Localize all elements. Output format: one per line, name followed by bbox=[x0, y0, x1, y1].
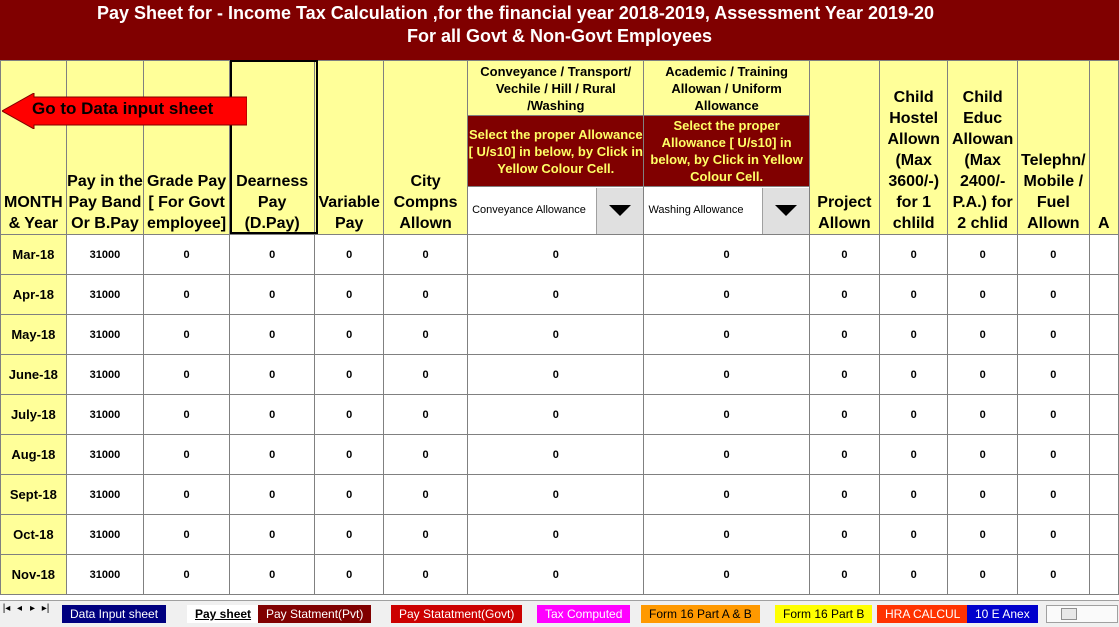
value-cell[interactable]: 0 bbox=[144, 355, 230, 395]
value-cell[interactable]: 0 bbox=[809, 555, 879, 595]
value-cell[interactable]: 0 bbox=[315, 475, 384, 515]
header-pay-band[interactable]: Pay in the Pay Band Or B.Pay bbox=[66, 61, 143, 235]
value-cell[interactable]: 0 bbox=[144, 555, 230, 595]
table-row bbox=[1, 555, 1119, 595]
value-cell[interactable]: 0 bbox=[144, 235, 230, 275]
header-month[interactable]: MONTH & Year bbox=[1, 61, 67, 235]
partial-cell[interactable] bbox=[1089, 395, 1118, 435]
pay-band-cell[interactable]: 31000 bbox=[66, 275, 143, 315]
conveyance-dropdown-button[interactable] bbox=[596, 188, 643, 234]
value-cell[interactable]: 0 bbox=[948, 435, 1018, 475]
academic-dropdown[interactable] bbox=[644, 188, 808, 234]
value-cell[interactable]: 0 bbox=[1017, 235, 1089, 275]
value-cell[interactable]: 0 bbox=[384, 555, 468, 595]
month-cell[interactable]: Mar-18 bbox=[1, 235, 67, 275]
table-row bbox=[1, 515, 1119, 555]
value-cell[interactable]: 0 bbox=[948, 555, 1018, 595]
sheet-tab[interactable]: Pay Statatment(Govt) bbox=[391, 605, 522, 623]
value-cell[interactable]: 0 bbox=[880, 555, 948, 595]
value-cell[interactable]: 0 bbox=[315, 555, 384, 595]
value-cell[interactable]: 0 bbox=[315, 515, 384, 555]
header-variable-pay[interactable]: Variable Pay bbox=[315, 61, 384, 235]
header-dearness-pay[interactable]: Dearness Pay (D.Pay) bbox=[229, 61, 314, 235]
value-cell[interactable]: 0 bbox=[1017, 355, 1089, 395]
value-cell[interactable]: 0 bbox=[644, 475, 809, 515]
pay-band-cell[interactable]: 31000 bbox=[66, 235, 143, 275]
value-cell[interactable]: 0 bbox=[144, 515, 230, 555]
value-cell[interactable]: 0 bbox=[880, 395, 948, 435]
value-cell[interactable]: 0 bbox=[315, 315, 384, 355]
header-telephone[interactable]: Telephn/ Mobile / Fuel Allown bbox=[1017, 61, 1089, 235]
value-cell[interactable]: 0 bbox=[644, 235, 809, 275]
partial-cell[interactable] bbox=[1089, 355, 1118, 395]
value-cell[interactable]: 0 bbox=[948, 315, 1018, 355]
value-cell[interactable]: 0 bbox=[644, 435, 809, 475]
value-cell[interactable]: 0 bbox=[384, 235, 468, 275]
value-cell[interactable]: 0 bbox=[468, 275, 644, 315]
value-cell[interactable]: 0 bbox=[948, 515, 1018, 555]
table-row bbox=[1, 315, 1119, 355]
chevron-down-icon bbox=[609, 205, 631, 216]
value-cell[interactable]: 0 bbox=[468, 435, 644, 475]
value-cell[interactable]: 0 bbox=[315, 395, 384, 435]
value-cell[interactable]: 0 bbox=[880, 435, 948, 475]
prev-tab-icon[interactable]: ◂ bbox=[16, 603, 23, 614]
value-cell[interactable]: 0 bbox=[1017, 435, 1089, 475]
header-project-allown[interactable]: Project Allown bbox=[809, 61, 879, 235]
spreadsheet-grid[interactable] bbox=[0, 60, 1119, 600]
header-child-educ[interactable]: Child Educ Allowan (Max 2400/- P.A.) for 2 chlid bbox=[948, 61, 1018, 235]
sheet-tab[interactable]: Form 16 Part B bbox=[775, 605, 872, 623]
conveyance-dropdown[interactable] bbox=[468, 188, 643, 234]
value-cell[interactable]: 0 bbox=[948, 235, 1018, 275]
last-tab-icon[interactable]: ▸| bbox=[41, 603, 50, 614]
value-cell[interactable]: 0 bbox=[315, 355, 384, 395]
value-cell[interactable]: 0 bbox=[644, 355, 809, 395]
conveyance-dropdown-value: Conveyance Allowance bbox=[472, 204, 586, 216]
value-cell[interactable]: 0 bbox=[948, 275, 1018, 315]
value-cell[interactable]: 0 bbox=[809, 315, 879, 355]
value-cell[interactable]: 0 bbox=[948, 355, 1018, 395]
title-line-1: Pay Sheet for - Income Tax Calculation ,for the financial year 2018-2019, Assessment Year 2019-20 bbox=[96, 3, 935, 23]
value-cell[interactable]: 0 bbox=[809, 275, 879, 315]
conveyance-select-note: Select the proper Allowance [ U/s10] in below, by Click in Yellow Colour Cell. bbox=[468, 116, 644, 187]
next-tab-icon[interactable]: ▸ bbox=[29, 603, 36, 614]
value-cell[interactable]: 0 bbox=[468, 475, 644, 515]
value-cell[interactable]: 0 bbox=[880, 275, 948, 315]
value-cell[interactable]: 0 bbox=[229, 475, 314, 515]
partial-cell[interactable] bbox=[1089, 515, 1118, 555]
sheet-tab[interactable]: Form 16 Part A & B bbox=[641, 605, 760, 623]
sheet-tab[interactable]: 10 E Anex bbox=[967, 605, 1038, 623]
value-cell[interactable]: 0 bbox=[468, 235, 644, 275]
value-cell[interactable]: 0 bbox=[1017, 315, 1089, 355]
value-cell[interactable]: 0 bbox=[144, 275, 230, 315]
value-cell[interactable]: 0 bbox=[644, 395, 809, 435]
month-cell[interactable]: Aug-18 bbox=[1, 435, 67, 475]
value-cell[interactable]: 0 bbox=[1017, 515, 1089, 555]
value-cell[interactable]: 0 bbox=[644, 515, 809, 555]
header-partial[interactable]: A bbox=[1089, 61, 1118, 235]
value-cell[interactable]: 0 bbox=[468, 395, 644, 435]
value-cell[interactable]: 0 bbox=[384, 475, 468, 515]
chevron-down-icon bbox=[775, 205, 797, 216]
value-cell[interactable]: 0 bbox=[384, 515, 468, 555]
value-cell[interactable]: 0 bbox=[809, 235, 879, 275]
pay-band-cell[interactable]: 31000 bbox=[66, 395, 143, 435]
value-cell[interactable]: 0 bbox=[229, 235, 314, 275]
pay-band-cell[interactable]: 31000 bbox=[66, 515, 143, 555]
table-row bbox=[1, 235, 1119, 275]
sheet-title bbox=[0, 0, 1119, 60]
value-cell[interactable]: 0 bbox=[644, 315, 809, 355]
value-cell[interactable]: 0 bbox=[880, 355, 948, 395]
value-cell[interactable]: 0 bbox=[229, 395, 314, 435]
scrollbar-thumb[interactable] bbox=[1061, 608, 1077, 620]
value-cell[interactable]: 0 bbox=[809, 355, 879, 395]
header-conveyance[interactable]: Conveyance / Transport/ Vechile / Hill / Rural /Washing bbox=[468, 61, 644, 116]
value-cell[interactable]: 0 bbox=[948, 395, 1018, 435]
month-cell[interactable]: Apr-18 bbox=[1, 275, 67, 315]
value-cell[interactable]: 0 bbox=[809, 515, 879, 555]
value-cell[interactable]: 0 bbox=[384, 395, 468, 435]
data-rows bbox=[1, 235, 1119, 595]
academic-dropdown-button[interactable] bbox=[762, 188, 809, 234]
month-cell[interactable]: Sept-18 bbox=[1, 475, 67, 515]
value-cell[interactable]: 0 bbox=[384, 355, 468, 395]
value-cell[interactable]: 0 bbox=[315, 275, 384, 315]
value-cell[interactable]: 0 bbox=[809, 475, 879, 515]
value-cell[interactable]: 0 bbox=[144, 475, 230, 515]
partial-cell[interactable] bbox=[1089, 555, 1118, 595]
pay-band-cell[interactable]: 31000 bbox=[66, 475, 143, 515]
value-cell[interactable]: 0 bbox=[229, 315, 314, 355]
value-cell[interactable]: 0 bbox=[229, 275, 314, 315]
value-cell[interactable]: 0 bbox=[1017, 555, 1089, 595]
table-row bbox=[1, 395, 1119, 435]
table-row bbox=[1, 355, 1119, 395]
value-cell[interactable]: 0 bbox=[1017, 395, 1089, 435]
value-cell[interactable]: 0 bbox=[880, 315, 948, 355]
title-line-2: For all Govt & Non-Govt Employees bbox=[406, 26, 713, 46]
sheet-tab[interactable]: Tax Computed bbox=[537, 605, 630, 623]
value-cell[interactable]: 0 bbox=[948, 475, 1018, 515]
sheet-tab[interactable]: Pay sheet bbox=[187, 605, 259, 623]
header-child-hostel[interactable]: Child Hostel Allown (Max 3600/-) for 1 chlild bbox=[880, 61, 948, 235]
header-city-compns[interactable]: City Compns Allown bbox=[384, 61, 468, 235]
month-cell[interactable]: Nov-18 bbox=[1, 555, 67, 595]
value-cell[interactable]: 0 bbox=[315, 235, 384, 275]
sheet-tab[interactable]: Pay Statment(Pvt) bbox=[258, 605, 371, 623]
value-cell[interactable]: 0 bbox=[229, 515, 314, 555]
value-cell[interactable]: 0 bbox=[1017, 475, 1089, 515]
value-cell[interactable]: 0 bbox=[880, 515, 948, 555]
value-cell[interactable]: 0 bbox=[144, 395, 230, 435]
academic-dropdown-value: Washing Allowance bbox=[648, 204, 744, 216]
go-to-data-input-button[interactable]: Go to Data input sheet bbox=[32, 99, 214, 118]
sheet-tab[interactable]: HRA CALCUL bbox=[877, 605, 968, 623]
value-cell[interactable]: 0 bbox=[144, 435, 230, 475]
partial-cell[interactable] bbox=[1089, 435, 1118, 475]
value-cell[interactable]: 0 bbox=[468, 515, 644, 555]
sheet-tab-bar bbox=[0, 600, 1119, 627]
pay-sheet-table bbox=[0, 60, 1119, 595]
value-cell[interactable]: 0 bbox=[644, 275, 809, 315]
value-cell[interactable]: 0 bbox=[384, 275, 468, 315]
value-cell[interactable]: 0 bbox=[1017, 275, 1089, 315]
month-cell[interactable]: Oct-18 bbox=[1, 515, 67, 555]
horizontal-scrollbar[interactable] bbox=[1046, 605, 1118, 623]
academic-select-note: Select the proper Allowance [ U/s10] in below, by Click in Yellow Colour Cell. bbox=[644, 116, 809, 187]
pay-band-cell[interactable]: 31000 bbox=[66, 435, 143, 475]
pay-band-cell[interactable]: 31000 bbox=[66, 555, 143, 595]
table-row bbox=[1, 475, 1119, 515]
value-cell[interactable]: 0 bbox=[384, 315, 468, 355]
month-cell[interactable]: May-18 bbox=[1, 315, 67, 355]
pay-band-cell[interactable]: 31000 bbox=[66, 355, 143, 395]
first-tab-icon[interactable]: |◂ bbox=[2, 603, 11, 614]
value-cell[interactable]: 0 bbox=[468, 355, 644, 395]
value-cell[interactable]: 0 bbox=[229, 555, 314, 595]
value-cell[interactable]: 0 bbox=[809, 395, 879, 435]
value-cell[interactable]: 0 bbox=[880, 235, 948, 275]
value-cell[interactable]: 0 bbox=[384, 435, 468, 475]
partial-cell[interactable] bbox=[1089, 235, 1118, 275]
table-row bbox=[1, 435, 1119, 475]
value-cell[interactable]: 0 bbox=[144, 315, 230, 355]
sheet-tab[interactable]: Data Input sheet bbox=[62, 605, 166, 623]
pay-band-cell[interactable]: 31000 bbox=[66, 315, 143, 355]
value-cell[interactable]: 0 bbox=[468, 555, 644, 595]
academic-dropdown-cell[interactable] bbox=[644, 187, 809, 235]
value-cell[interactable]: 0 bbox=[468, 315, 644, 355]
header-academic[interactable]: Academic / Training Allowan / Uniform Allowance bbox=[644, 61, 809, 116]
value-cell[interactable]: 0 bbox=[229, 355, 314, 395]
partial-cell[interactable] bbox=[1089, 275, 1118, 315]
value-cell[interactable]: 0 bbox=[644, 555, 809, 595]
tab-navigation bbox=[0, 603, 62, 623]
month-cell[interactable]: June-18 bbox=[1, 355, 67, 395]
value-cell[interactable]: 0 bbox=[809, 435, 879, 475]
partial-cell[interactable] bbox=[1089, 315, 1118, 355]
value-cell[interactable]: 0 bbox=[880, 475, 948, 515]
table-row bbox=[1, 275, 1119, 315]
partial-cell[interactable] bbox=[1089, 475, 1118, 515]
value-cell[interactable]: 0 bbox=[229, 435, 314, 475]
header-grade-pay[interactable]: Grade Pay [ For Govt employee] bbox=[144, 61, 230, 235]
conveyance-dropdown-cell[interactable] bbox=[468, 187, 644, 235]
month-cell[interactable]: July-18 bbox=[1, 395, 67, 435]
value-cell[interactable]: 0 bbox=[315, 435, 384, 475]
